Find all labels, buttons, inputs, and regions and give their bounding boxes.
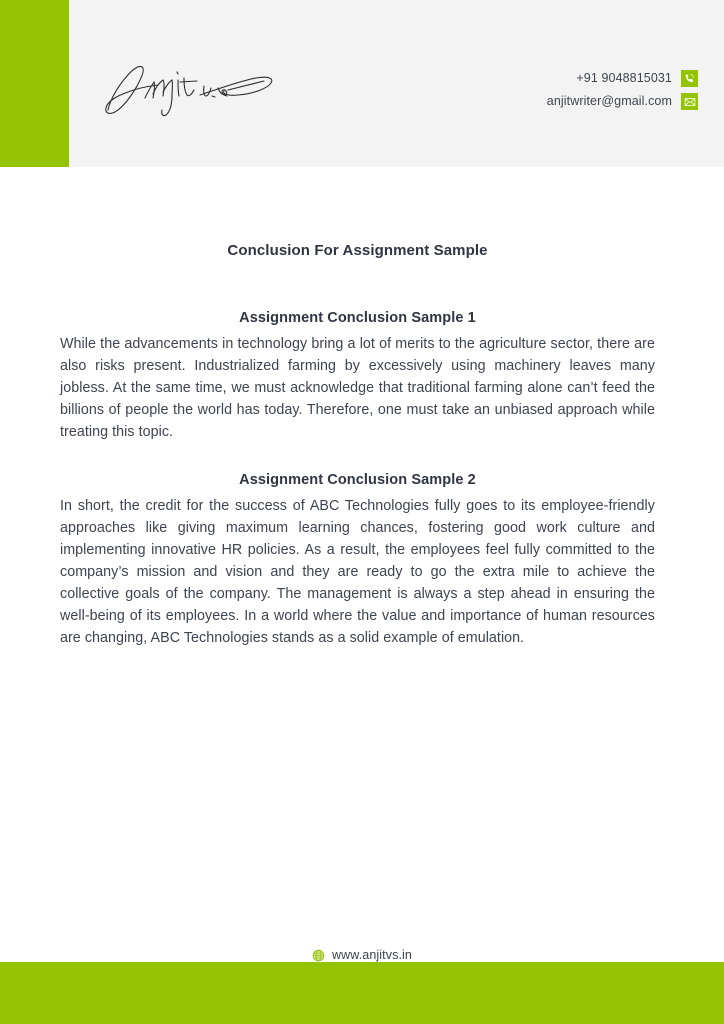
header-accent-block bbox=[0, 0, 69, 167]
phone-number-text: +91 9048815031 bbox=[576, 71, 672, 86]
section-assignment-conclusion-sample-1 bbox=[60, 259, 655, 443]
section-paragraph-1: While the advancements in technology bring a lot of merits to the agriculture sector, there are also risks present. Industrialized farming by excessively using machinery leaves many jobless. At the same time, we must acknowledge that traditional farming alone can’t feed the billions of people the world has today. Therefore, one must take an unbiased approach while treating this topic. bbox=[60, 336, 655, 440]
website-url-text: www.anjitvs.in bbox=[332, 948, 412, 963]
header-contact-details bbox=[547, 70, 698, 110]
document-body bbox=[60, 167, 655, 649]
section-paragraph-2: In short, the credit for the success of ABC Technologies fully goes to its employee-friendly approaches like giving maximum learning chances, fostering good work culture and implementing innovative HR policies. As a result, the employees feel fully committed to the company’s mission and vision and they are ready to go the extra mile to achieve the collective goals of the company. The management is always a step ahead in ensuring the well-being of its employees. In a world where the value and importance of human resources are changing, ABC Technologies stands as a solid example of emulation. bbox=[60, 498, 655, 646]
section-assignment-conclusion-sample-2 bbox=[60, 443, 655, 649]
section-heading-1: Assignment Conclusion Sample 1 bbox=[239, 310, 476, 326]
letterhead-header bbox=[0, 0, 724, 167]
globe-icon bbox=[312, 949, 325, 962]
footer-accent-bar bbox=[0, 962, 724, 1024]
envelope-icon bbox=[681, 93, 698, 110]
contact-row-email bbox=[547, 93, 698, 110]
email-address-text: anjitwriter@gmail.com bbox=[546, 94, 672, 109]
page-title: Conclusion For Assignment Sample bbox=[227, 242, 488, 259]
footer-website-line bbox=[0, 949, 724, 962]
section-heading-2: Assignment Conclusion Sample 2 bbox=[239, 472, 476, 488]
brand-signature-logo bbox=[100, 52, 280, 122]
phone-icon bbox=[681, 70, 698, 87]
contact-row-phone bbox=[576, 70, 698, 87]
